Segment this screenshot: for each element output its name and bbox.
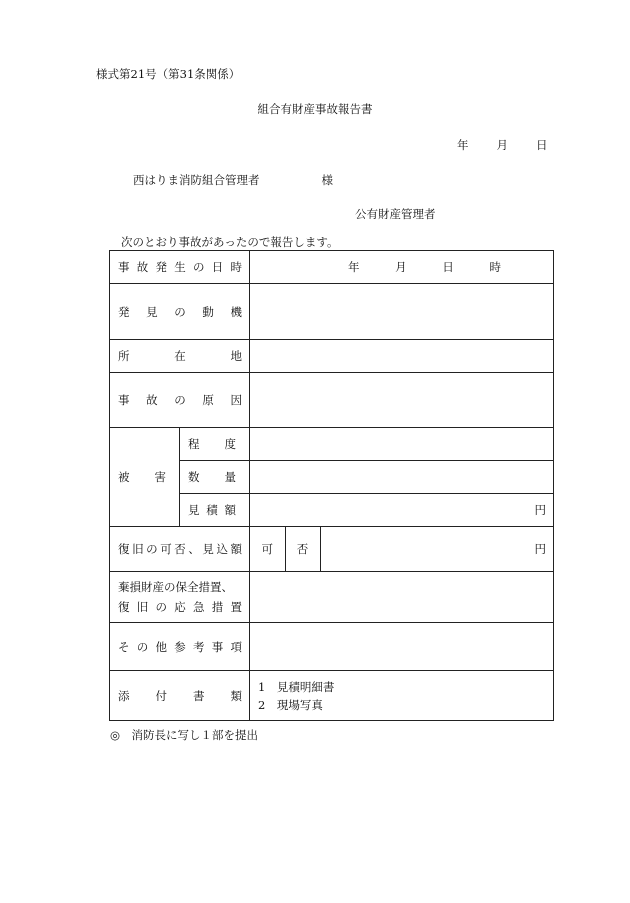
footnote: ◎ 消防長に写し１部を提出: [110, 728, 259, 742]
label-char: 額: [224, 503, 236, 517]
label-char: の: [174, 304, 186, 319]
label-char: 数: [188, 470, 200, 484]
label-char: の: [146, 542, 158, 556]
row-other: [110, 623, 554, 671]
label-char: 被: [118, 470, 130, 484]
label-char: 旧: [132, 542, 144, 556]
label-other: [110, 623, 250, 671]
row-measures: [110, 572, 554, 623]
value-restore: [250, 527, 554, 572]
label-char: 害: [154, 470, 166, 484]
label-char: 時: [489, 260, 501, 274]
date-day: 日: [536, 138, 548, 152]
label-char: 事: [118, 260, 130, 274]
label-char: 程: [188, 437, 200, 451]
label-char: 添: [118, 688, 130, 703]
label-char: 見: [146, 304, 158, 319]
label-char: 度: [224, 437, 236, 451]
row-discovery-motive: [110, 284, 554, 340]
label-char: 項: [230, 639, 242, 654]
label-accident-datetime: [110, 251, 250, 284]
row-location: [110, 340, 554, 373]
label-char: 考: [193, 639, 205, 654]
label-char: の: [193, 260, 205, 274]
addressee: 西はりま消防組合管理者: [133, 173, 260, 187]
label-char: 機: [230, 304, 242, 319]
label-char: 復: [118, 600, 130, 614]
label-char: 生: [174, 260, 186, 274]
label-char: 参: [174, 639, 186, 654]
label-char: 在: [174, 349, 186, 363]
label-char: 動: [202, 304, 214, 319]
label-char: 月: [395, 260, 407, 274]
label-char: 故: [136, 260, 149, 274]
label-char: 他: [155, 639, 167, 654]
reporter: 公有財産管理者: [355, 207, 436, 221]
label-damage-quantity: [180, 461, 250, 494]
label-char: 応: [174, 600, 186, 614]
date-month: 月: [496, 138, 508, 152]
date-year: 年: [457, 138, 469, 152]
row-cause: [110, 373, 554, 428]
report-table: [109, 250, 554, 721]
attachment-item: 2 現場写真: [258, 697, 323, 712]
restore-possible[interactable]: 可: [250, 527, 285, 571]
value-location[interactable]: [250, 340, 554, 373]
label-measures: [110, 572, 250, 623]
value-accident-datetime[interactable]: [250, 251, 554, 284]
label-char: 、: [188, 542, 200, 556]
label-char: 日: [211, 260, 224, 274]
label-cause: [110, 373, 250, 428]
addressee-line: [133, 172, 333, 188]
label-char: 事: [211, 639, 224, 654]
label-char: 日: [442, 260, 454, 274]
label-char: 額: [230, 542, 242, 556]
label-damage: [110, 428, 180, 527]
label-char: 時: [230, 260, 242, 274]
label-char: 因: [230, 393, 242, 407]
value-cause[interactable]: [250, 373, 554, 428]
label-char: の: [136, 639, 149, 654]
form-number: 様式第21号（第31条関係）: [96, 67, 241, 81]
label-damage-estimate: [180, 494, 250, 527]
label-char: 見: [202, 542, 214, 556]
label-char: の: [174, 393, 186, 407]
value-discovery-motive[interactable]: [250, 284, 554, 340]
label-char: 発: [155, 260, 167, 274]
label-attachments: [110, 671, 250, 721]
label-char: 故: [146, 393, 158, 407]
value-damage-estimate[interactable]: [250, 494, 554, 527]
label-restore: [110, 527, 250, 572]
value-attachments: [250, 671, 554, 721]
value-other[interactable]: [250, 623, 554, 671]
label-char: そ: [118, 639, 130, 654]
label-char: 込: [216, 542, 228, 556]
label-char: 類: [230, 688, 242, 703]
label-char: 量: [224, 470, 236, 484]
honorific: 様: [321, 173, 333, 187]
row-attachments: [110, 671, 554, 721]
value-damage-degree[interactable]: [250, 428, 554, 461]
attachment-item: 1 見積明細書: [258, 679, 335, 694]
label-char: 事: [118, 393, 130, 407]
restore-estimate[interactable]: [320, 527, 553, 571]
label-location: [110, 340, 250, 373]
label-char: 旧: [136, 600, 149, 614]
label-char: 急: [193, 600, 205, 614]
yen-unit: 円: [534, 542, 546, 556]
label-char: 否: [174, 542, 186, 556]
label-char: 書: [193, 688, 205, 703]
label-char: 所: [118, 349, 130, 363]
intro-text: 次のとおり事故があったので報告します。: [121, 235, 339, 249]
value-measures[interactable]: [250, 572, 554, 623]
label-char: 置: [230, 600, 242, 614]
report-date: [457, 137, 548, 153]
label-char: 復: [118, 542, 130, 556]
label-char: 可: [160, 542, 172, 556]
label-char: 年: [348, 260, 360, 274]
label-char: 積: [206, 503, 218, 517]
value-damage-quantity[interactable]: [250, 461, 554, 494]
label-char: の: [155, 600, 167, 614]
row-damage-degree: [110, 428, 554, 461]
label-damage-degree: [180, 428, 250, 461]
label-char: 発: [118, 304, 130, 319]
row-restore: [110, 527, 554, 572]
yen-unit: 円: [534, 503, 546, 517]
label-char: 付: [155, 688, 167, 703]
label-char: 見: [188, 503, 200, 517]
label-char: 原: [202, 393, 214, 407]
document-title: 組合有財産事故報告書: [257, 102, 373, 116]
label-discovery-motive: [110, 284, 250, 340]
label-measures-line1: 棄損財産の保全措置、: [118, 580, 233, 594]
restore-impossible[interactable]: 否: [285, 527, 320, 571]
row-accident-datetime: [110, 251, 554, 284]
label-char: 地: [230, 349, 242, 363]
label-char: 措: [211, 600, 224, 614]
